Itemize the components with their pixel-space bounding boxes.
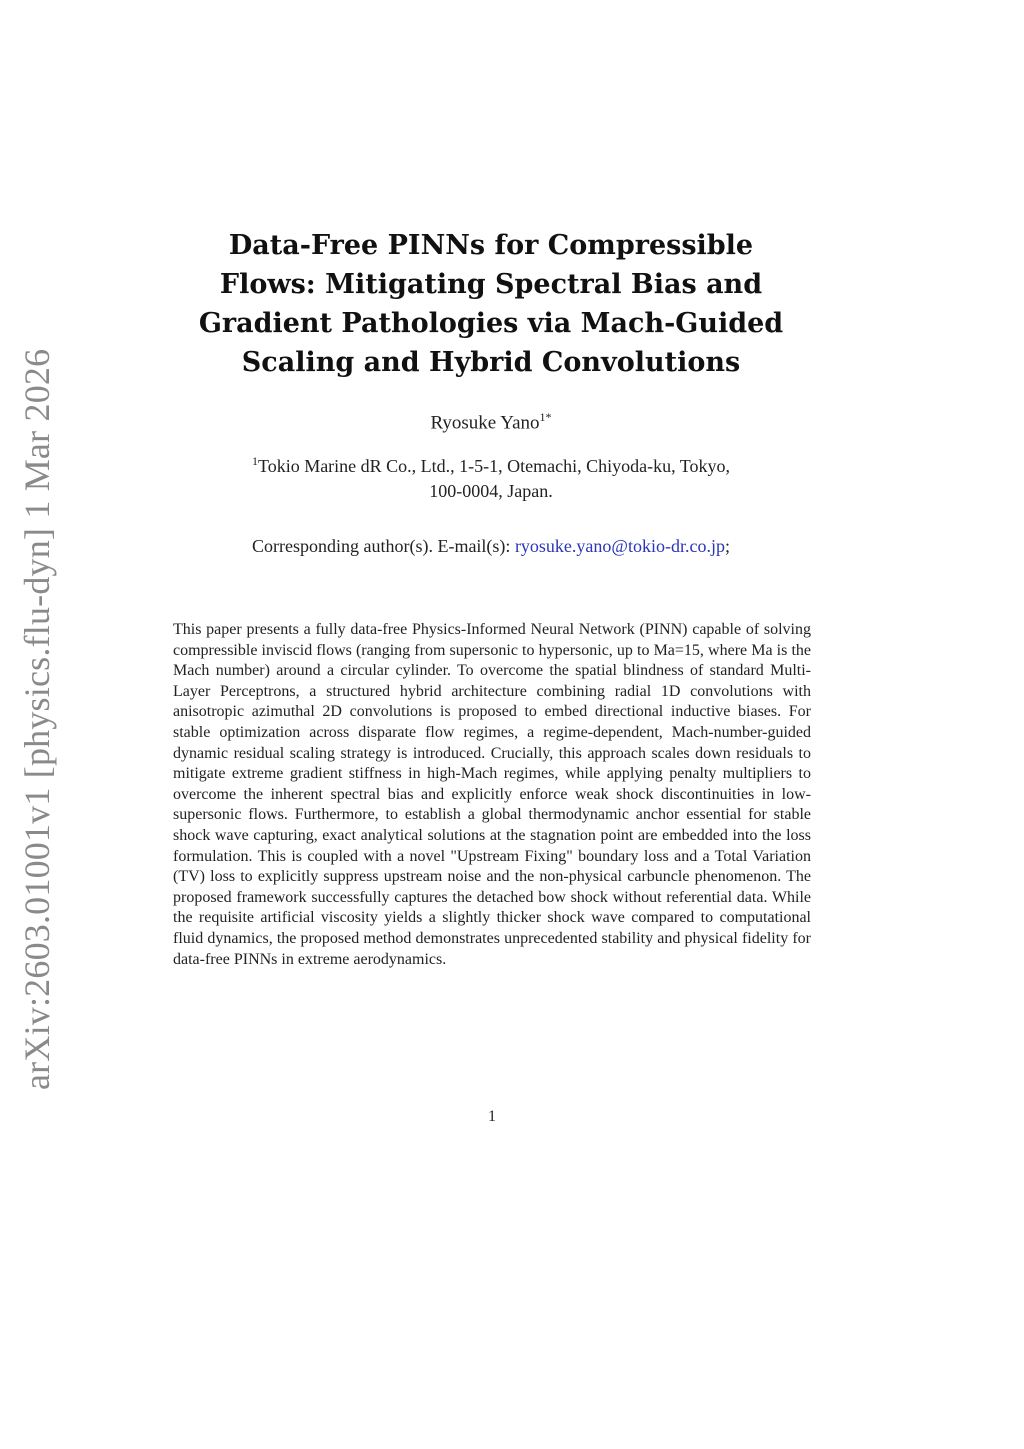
author-line xyxy=(180,410,802,434)
arxiv-identifier-stamp: arXiv:2603.01001v1 [physics.flu-dyn] 1 Mar 2026 xyxy=(17,348,57,1090)
author-name: Ryosuke Yano xyxy=(430,412,540,434)
paper-title xyxy=(180,226,802,382)
affiliation-line-2: 100-0004, Japan. xyxy=(429,481,553,501)
title-line: Scaling and Hybrid Convolutions xyxy=(241,347,741,378)
email-link[interactable]: ryosuke.yano@tokio-dr.co.jp xyxy=(514,536,725,556)
correspondence-line xyxy=(180,536,802,557)
affiliation-line-1: Tokio Marine dR Co., Ltd., 1-5-1, Otemachi, Chiyoda-ku, Tokyo, xyxy=(257,456,731,476)
correspondence-suffix: ; xyxy=(724,536,730,556)
affiliation-marker: 1 xyxy=(251,454,258,468)
page-number: 1 xyxy=(488,1108,496,1125)
title-line: Gradient Pathologies via Mach-Guided xyxy=(198,308,784,339)
author-marker: 1* xyxy=(539,410,552,424)
correspondence-prefix: Corresponding author(s). E-mail(s): xyxy=(251,536,515,556)
title-line: Data-Free PINNs for Compressible xyxy=(228,230,754,261)
abstract-text: This paper presents a fully data-free Physics-Informed Neural Network (PINN) capable of solving compressible inviscid flows (ranging from supersonic to hypersonic, up to Ma=15, where Ma is the Mach number) around a circular cylinder. To overcome the spatial blindness of standard Multi-Layer Perceptrons, a structured hybrid architecture combining radial 1D convolutions with anisotropic azimuthal 2D convolutions is proposed to embed directional inductive biases. For stable optimization across disparate flow regimes, a regime-dependent, Mach-number-guided dynamic residual scaling strategy is introduced. Crucially, this approach scales down residuals to mitigate extreme gradient stiffness in high-Mach regimes, while applying penalty multipliers to overcome the inherent spectral bias and explicitly enforce weak shock discontinuities in low-supersonic flows. Furthermore, to establish a global thermodynamic anchor essential for stable shock wave capturing, exact analytical solutions at the stagnation point are embedded into the loss formulation. This is coupled with a novel "Upstream Fixing" boundary loss and a Total Variation (TV) loss to explicitly suppress upstream noise and the non-physical carbuncle phenomenon. The proposed framework successfully captures the detached bow shock without referential data. While the requisite artificial viscosity yields a slightly thicker shock wave compared to computational fluid dynamics, the proposed method demonstrates unprecedented stability and physical fidelity for data-free PINNs in extreme aerodynamics. xyxy=(173,621,811,968)
title-line: Flows: Mitigating Spectral Bias and xyxy=(219,269,763,300)
affiliation xyxy=(180,449,802,504)
